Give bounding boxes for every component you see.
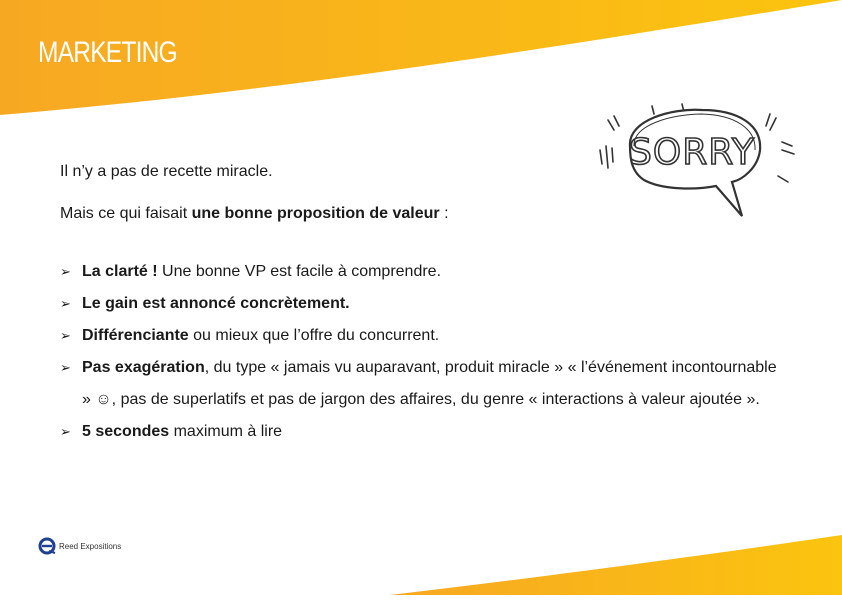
arrow-icon: ➢: [60, 360, 71, 375]
intro-line-2-prefix: Mais ce qui faisait: [60, 205, 192, 222]
intro-line-1: Il n’y a pas de recette miracle.: [60, 163, 273, 180]
arrow-icon: ➢: [60, 328, 71, 343]
arrow-icon: ➢: [60, 264, 71, 279]
list-item: [60, 288, 780, 320]
list-item: [60, 320, 780, 352]
bullet-text: ou mieux que l’offre du concurrent.: [188, 327, 440, 344]
footer-logo-text: Reed Expositions: [59, 541, 122, 551]
bullet-text: maximum à lire: [169, 423, 283, 440]
bullet-bold: 5 secondes: [82, 423, 170, 440]
bullet-bold: Pas exagération: [82, 359, 205, 376]
bullet-bold: Le gain est annoncé concrètement.: [82, 295, 350, 312]
bullet-text: , du type « jamais vu auparavant, produit miracle » « l’événement incontournable » ☺, pas de superlatifs et pas de jargon des affaires, du genre « interactions à valeur ajoutée ».: [82, 359, 777, 408]
list-item: [60, 416, 780, 448]
bottom-band: [0, 535, 842, 595]
bullet-bold: Différenciante: [82, 327, 189, 344]
sorry-label: SORRY: [629, 132, 755, 173]
intro-line-2-bold: une bonne proposition de valeur: [191, 205, 440, 222]
page-title: MARKETING: [38, 36, 177, 69]
bullet-text: Une bonne VP est facile à comprendre.: [157, 263, 442, 280]
arrow-icon: ➢: [60, 296, 71, 311]
list-item: [60, 256, 780, 288]
intro-line-2: [60, 205, 449, 223]
sorry-bubble-illustration: [592, 98, 798, 228]
list-item: [60, 352, 780, 416]
bullet-list: [60, 256, 780, 448]
bullet-bold: La clarté !: [82, 263, 158, 280]
intro-line-2-suffix: :: [439, 205, 449, 222]
arrow-icon: ➢: [60, 424, 71, 439]
